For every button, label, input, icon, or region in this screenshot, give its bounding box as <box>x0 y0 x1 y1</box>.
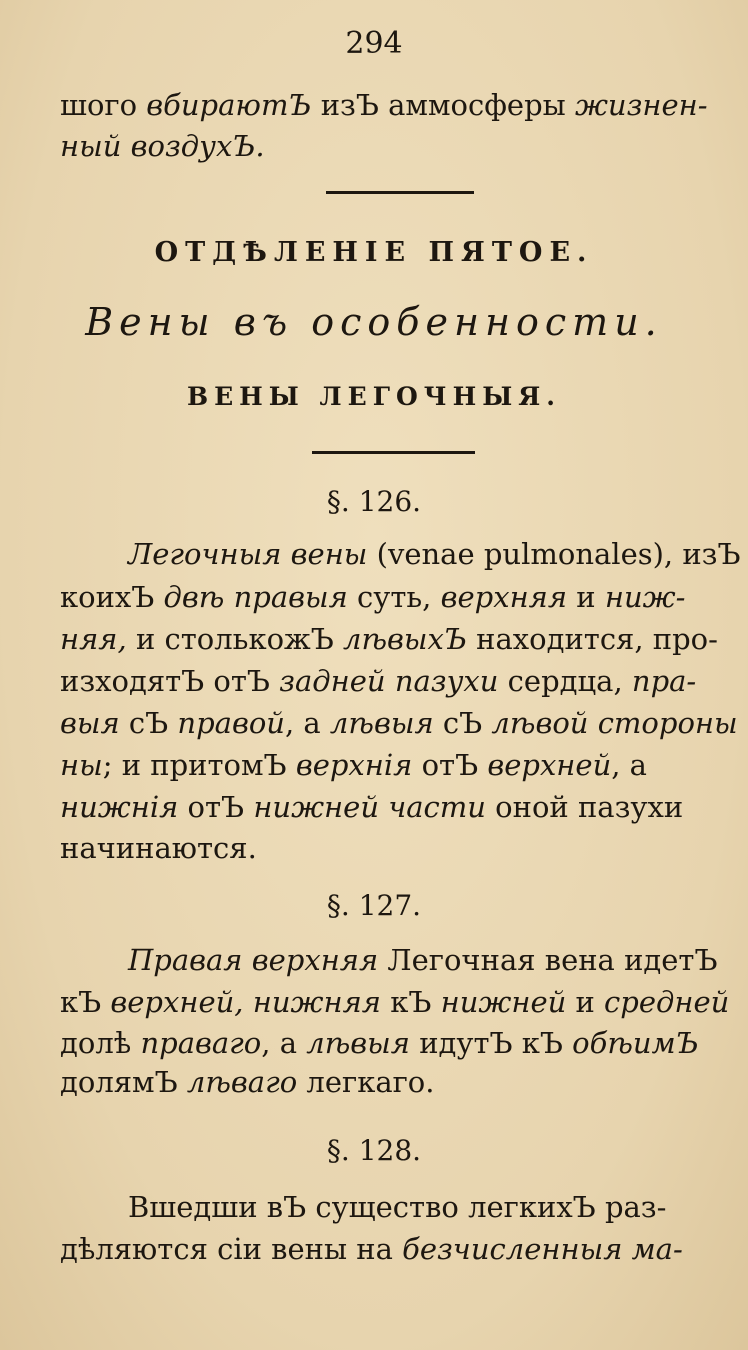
text-run: нижняя <box>252 985 381 1019</box>
text-run: правой <box>177 706 285 740</box>
paragraph-label: §. 126. <box>326 485 422 518</box>
text-run: ; и притомЪ <box>102 748 296 782</box>
intro-line-1 <box>60 88 708 122</box>
paragraph-line <box>60 580 686 614</box>
text-run: сЪ <box>119 706 178 740</box>
text-run: дѣляются сiи вены на <box>60 1232 403 1266</box>
text-run: изЪ аммосферы <box>311 88 575 122</box>
text-run: нижней части <box>253 790 486 824</box>
paragraph-line <box>60 1026 699 1060</box>
text-run: сЪ <box>433 706 492 740</box>
text-run: находится, про- <box>466 622 718 656</box>
paragraph-line <box>60 748 647 782</box>
text-run: долямЪ <box>60 1065 187 1099</box>
paragraph-line <box>60 622 718 656</box>
section-heading: ОТДѢЛЕНIЕ ПЯТОЕ. <box>154 237 594 268</box>
text-run: лѣвой стороны <box>491 706 738 740</box>
text-run: лѣвыя <box>329 706 434 740</box>
paragraph-label: §. 128. <box>326 1134 422 1167</box>
section-topic: ВЕНЫ ЛЕГОЧНЫЯ. <box>187 382 561 411</box>
text-run: верхняя <box>440 580 568 614</box>
text-run: и <box>567 580 605 614</box>
text-run: кЪ <box>380 985 441 1019</box>
text-run: суть, <box>347 580 441 614</box>
paragraph-line <box>128 943 718 977</box>
text-run: сердца, <box>498 664 632 698</box>
text-run: верхнiя <box>295 748 413 782</box>
text-run: Легочныя вены <box>128 537 368 571</box>
text-run: Вшедши вЪ существо легкихЪ раз- <box>128 1190 667 1224</box>
text-run: верхней, <box>110 985 244 1019</box>
text-run: няя, <box>60 622 127 656</box>
paragraph-line <box>60 706 738 740</box>
text-run: (venae pulmonales), изЪ <box>367 537 741 571</box>
text-run: легкаго. <box>297 1065 435 1099</box>
page-number: 294 <box>345 26 403 61</box>
text-run: Легочная вена идетЪ <box>378 943 718 977</box>
paragraph-line <box>128 1190 667 1224</box>
text-run: кЪ <box>60 985 111 1019</box>
paragraph-line <box>60 664 697 698</box>
text-run: отЪ <box>412 748 488 782</box>
text-run: лѣвыя <box>306 1026 410 1060</box>
text-run: ны <box>60 748 103 782</box>
text-run: пра- <box>631 664 697 698</box>
text-run: нижнiя <box>60 790 179 824</box>
text-run: начинаются. <box>60 831 257 865</box>
paragraph-label: §. 127. <box>326 889 422 922</box>
text-run <box>244 985 253 1019</box>
text-run: Правая верхняя <box>128 943 379 977</box>
text-run: отЪ <box>178 790 254 824</box>
text-run: средней <box>604 985 730 1019</box>
text-run: лѣваго <box>186 1065 298 1099</box>
text-run: изходятЪ отЪ <box>60 664 280 698</box>
text-run: ниж- <box>604 580 686 614</box>
text-run: идутЪ кЪ <box>410 1026 573 1060</box>
divider-rule <box>326 191 474 194</box>
text-run: двѣ правыя <box>163 580 348 614</box>
text-run: и столькожЪ <box>126 622 343 656</box>
text-run: , а <box>284 706 330 740</box>
text-run: , а <box>261 1026 307 1060</box>
text-run: выя <box>60 706 120 740</box>
paragraph-line <box>128 537 741 571</box>
text-run: шого <box>60 88 147 122</box>
text-run: вбираютЪ <box>146 88 312 122</box>
text-run: нижней <box>440 985 567 1019</box>
paragraph-line <box>60 1232 683 1266</box>
text-run: оной пазухи <box>485 790 684 824</box>
text-run: верхней <box>487 748 612 782</box>
text-run: и <box>566 985 605 1019</box>
text-run: лѣвыхЪ <box>342 622 467 656</box>
text-run: безчисленныя ма- <box>402 1232 683 1266</box>
text-run: обѣимЪ <box>572 1026 699 1060</box>
text-run: праваго <box>140 1026 262 1060</box>
paragraph-line <box>60 831 257 865</box>
section-subtitle: Вены въ особенности. <box>85 300 663 344</box>
text-run: ный воздухЪ. <box>60 129 265 163</box>
text-run: задней пазухи <box>279 664 499 698</box>
text-run: , а <box>611 748 647 782</box>
divider-rule <box>312 451 475 454</box>
paragraph-line <box>60 790 684 824</box>
text-run: долѣ <box>60 1026 141 1060</box>
paragraph-line <box>60 1065 435 1099</box>
text-run: жизнен- <box>574 88 708 122</box>
text-run: коихЪ <box>60 580 164 614</box>
intro-line-2 <box>60 129 265 163</box>
paragraph-line <box>60 985 730 1019</box>
